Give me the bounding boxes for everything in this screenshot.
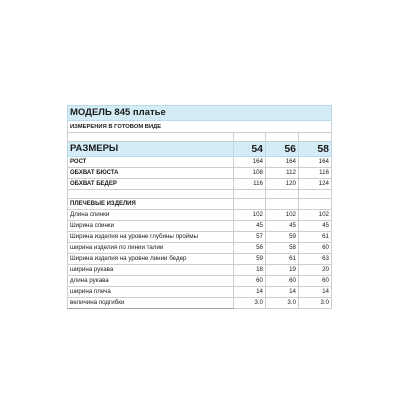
- row-value: 14: [299, 287, 332, 298]
- row-value: 164: [299, 157, 332, 168]
- row-value: 20: [299, 265, 332, 276]
- size-header-cell: 58: [299, 142, 332, 157]
- row-value: 59: [266, 232, 299, 243]
- table-row: [68, 168, 332, 179]
- row-value: 120: [266, 179, 299, 190]
- section-title: ПЛЕЧЕВЫЕ ИЗДЕЛИЯ: [68, 199, 234, 210]
- blank-row: [68, 190, 332, 199]
- row-value: 112: [266, 168, 299, 179]
- sizes-label: РАЗМЕРЫ: [68, 142, 234, 157]
- section-row: [68, 199, 332, 210]
- row-value: 102: [299, 210, 332, 221]
- row-label: Ширина изделия на уровне глубины проймы: [68, 232, 234, 243]
- table-row: [68, 243, 332, 254]
- row-value: 164: [266, 157, 299, 168]
- row-value: 63: [299, 254, 332, 265]
- row-value: 57: [234, 232, 266, 243]
- row-value: 164: [234, 157, 266, 168]
- table-row: [68, 265, 332, 276]
- row-value: 3.0: [299, 298, 332, 309]
- title-row: [68, 106, 332, 121]
- row-value: 3.0: [266, 298, 299, 309]
- row-value: 45: [299, 221, 332, 232]
- model-title: МОДЕЛЬ 845 платье: [68, 106, 332, 121]
- table-row: [68, 179, 332, 190]
- row-value: 108: [234, 168, 266, 179]
- subtitle-row: [68, 121, 332, 133]
- row-value: 60: [266, 276, 299, 287]
- row-label: Ширина спинки: [68, 221, 234, 232]
- row-value: 58: [266, 243, 299, 254]
- row-value: 59: [234, 254, 266, 265]
- row-value: 60: [299, 243, 332, 254]
- row-label: длина рукава: [68, 276, 234, 287]
- row-label: величина подгибки: [68, 298, 234, 309]
- row-label: ширина изделия по линии талии: [68, 243, 234, 254]
- row-value: 18: [234, 265, 266, 276]
- row-label: ОБХВАТ БЕДЕР: [68, 179, 234, 190]
- table-row: [68, 157, 332, 168]
- row-value: 14: [266, 287, 299, 298]
- row-label: РОСТ: [68, 157, 234, 168]
- row-value: 56: [234, 243, 266, 254]
- row-value: 61: [266, 254, 299, 265]
- row-value: 61: [299, 232, 332, 243]
- table-row: [68, 254, 332, 265]
- row-value: 116: [234, 179, 266, 190]
- size-header-cell: 56: [266, 142, 299, 157]
- row-label: Ширина изделия на уровне линии бедер: [68, 254, 234, 265]
- row-value: 60: [299, 276, 332, 287]
- row-label: ширина рукава: [68, 265, 234, 276]
- row-label: ширина плеча: [68, 287, 234, 298]
- blank-row: [68, 133, 332, 142]
- table-row: [68, 221, 332, 232]
- row-value: 124: [299, 179, 332, 190]
- table-row: [68, 210, 332, 221]
- row-value: 14: [234, 287, 266, 298]
- table-row: [68, 232, 332, 243]
- row-value: 19: [266, 265, 299, 276]
- row-label: Длина спинки: [68, 210, 234, 221]
- size-header-cell: 54: [234, 142, 266, 157]
- row-value: 60: [234, 276, 266, 287]
- table-row: [68, 276, 332, 287]
- table-row: [68, 298, 332, 309]
- table-row: [68, 287, 332, 298]
- size-chart-sheet: [67, 105, 331, 309]
- row-value: 45: [234, 221, 266, 232]
- row-label: ОБХВАТ БЮСТА: [68, 168, 234, 179]
- size-chart-table: [67, 105, 332, 309]
- row-value: 116: [299, 168, 332, 179]
- row-value: 102: [266, 210, 299, 221]
- row-value: 3.0: [234, 298, 266, 309]
- measurement-subtitle: ИЗМЕРЕНИЯ В ГОТОВОМ ВИДЕ: [68, 121, 332, 133]
- row-value: 45: [266, 221, 299, 232]
- sizes-header-row: [68, 142, 332, 157]
- row-value: 102: [234, 210, 266, 221]
